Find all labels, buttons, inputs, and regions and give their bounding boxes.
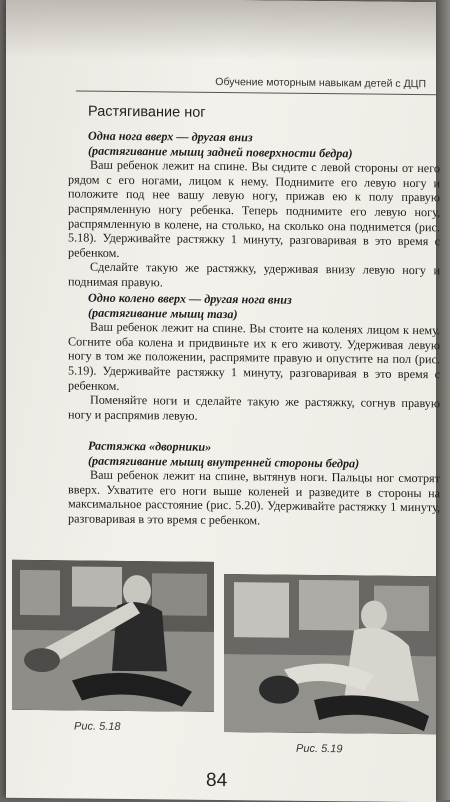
page-shadow (6, 0, 436, 62)
exercise-1-paragraph-2: Сделайте такую же растяжку, удерживая внизу левую ногу и поднимая правую. (68, 259, 440, 290)
figure-5-19-photo (224, 574, 436, 734)
figure-5-18-caption: Рис. 5.18 (74, 720, 121, 733)
exercise-2-paragraph-1: Ваш ребенок лежит на спине. Вы стоите на коленях лицом к нему. Согните оба колена и придвиньте их к его животу. Удерживая левую ногу в том же положении, распрямите правую и опустите на пол (рис. 5.19). Удерживайте растяжку 1 минуту, разговаривая в это время с ребенком. (68, 319, 440, 393)
exercise-1-title: Одна нога вверх — другая вниз (88, 128, 253, 145)
header-rule (76, 90, 436, 95)
exercise-1-subtitle: (растягивание мышц задней поверхности бедра) (88, 143, 353, 160)
exercise-2-paragraph-2: Поменяйте ноги и сделайте такую же растяжку, согнув правую ногу и распрямив левую. (68, 392, 440, 423)
exercise-3-title: Растяжка «дворники» (88, 438, 212, 454)
exercise-2 (68, 290, 440, 425)
running-head: Обучение моторным навыкам детей с ДЦП (215, 75, 426, 91)
figure-5-19-caption: Рис. 5.19 (296, 742, 343, 756)
exercise-3-paragraph-1: Ваш ребенок лежит на спине, вытянув ноги. Пальцы ног смотрят вверх. Ухватите его ноги выше коленей и разведите в стороны на максимальное расстояние (рис. 5.20). Удерживайте растяжку 1 минуту, разговаривая в это время с ребенком. (68, 467, 440, 528)
exercise-2-subtitle: (растягивание мышц таза) (88, 305, 238, 321)
book-page (6, 0, 440, 802)
exercise-3-subtitle: (растягивание мышц внутренней стороны бедра) (88, 453, 360, 471)
figure-5-18-photo (12, 560, 214, 712)
page-number: 84 (206, 769, 228, 792)
section-title: Растягивание ног (88, 103, 206, 121)
exercise-2-title: Одно колено вверх — другая нога вниз (88, 290, 292, 307)
exercise-1-paragraph-1: Ваш ребенок лежит на спине. Вы сидите с левой стороны от него рядом с его ногами, лицом к нему. Поднимите его левую ногу и положите под нее вашу левую ногу, прижав ею к полу правую распрямленную ногу ребенка. Теперь поднимите его левую ногу, распрямленную в колене, на столько, на сколько она поднимется (рис. 5.18). Удерживайте растяжку 1 минуту, разговаривая в это время с ребенком. (68, 157, 440, 260)
exercise-1 (68, 128, 440, 292)
exercise-3 (68, 438, 440, 529)
